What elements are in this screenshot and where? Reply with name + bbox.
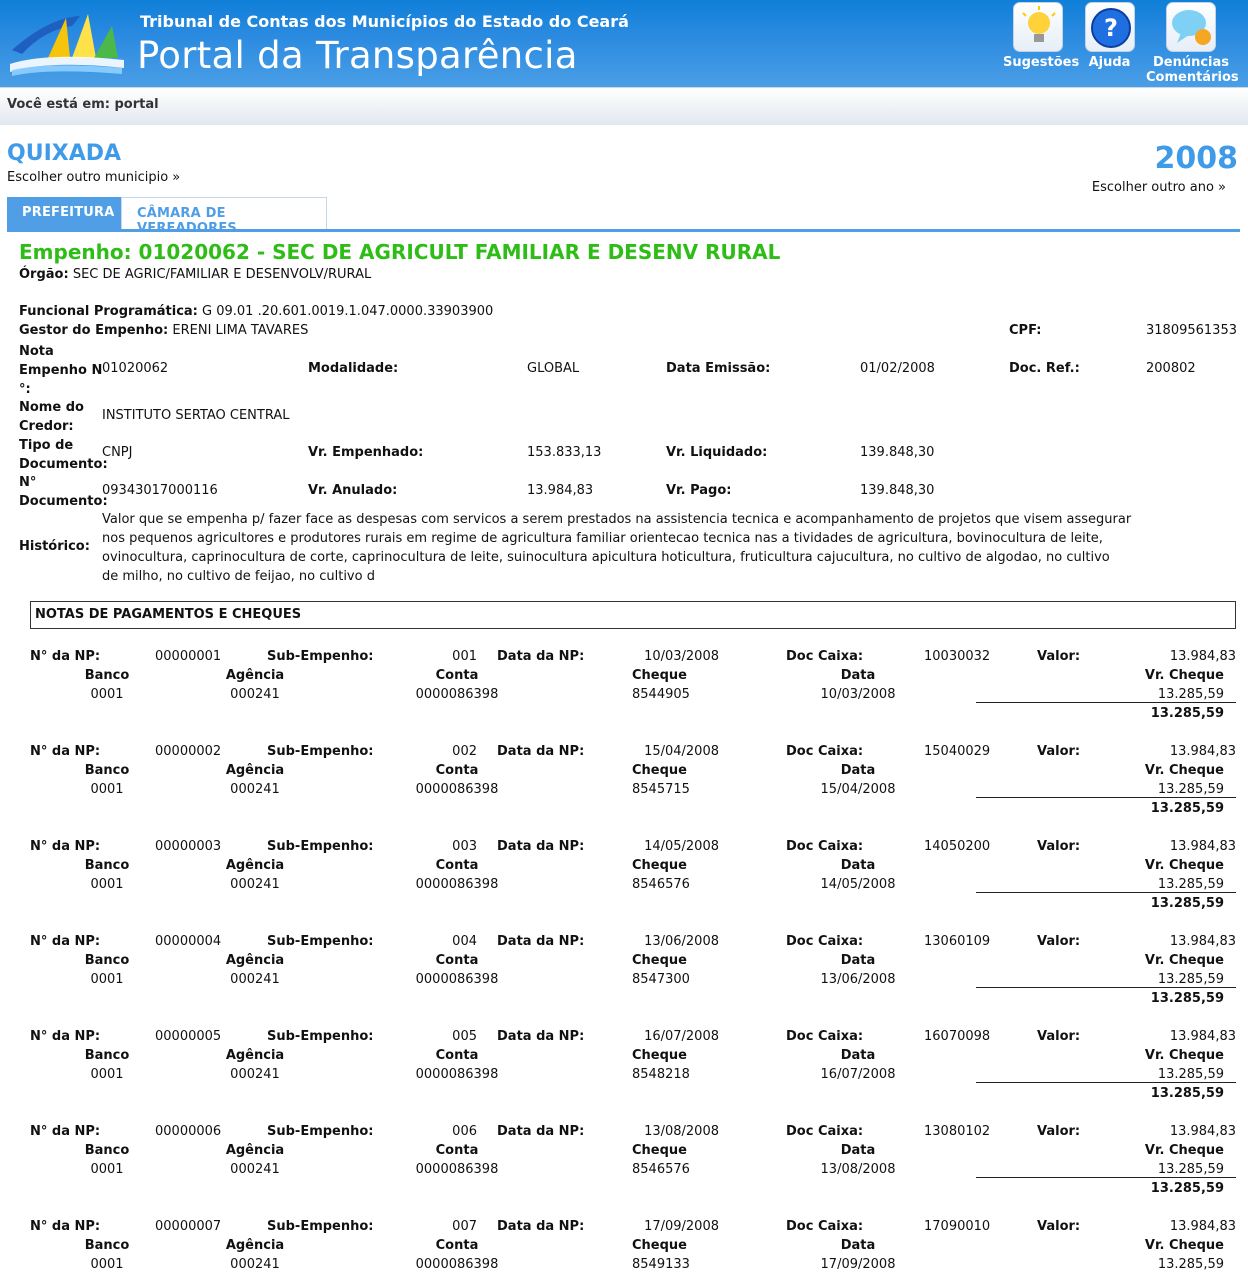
data-value: 16/07/2008 — [820, 1067, 896, 1082]
data-value: 14/05/2008 — [820, 877, 896, 892]
conta-label: Conta — [435, 1143, 479, 1158]
nota-label-line1: Nota — [19, 344, 54, 359]
np-label: N° da NP: — [30, 839, 101, 854]
header-subtitle: Tribunal de Contas dos Municípios do Estado do Ceará — [140, 12, 629, 31]
historico-line: Valor que se empenha p/ fazer face as despesas com servicos a serem prestados na assistencia tecnica e acompanhamento de projetos que visem assegurar — [102, 512, 1132, 527]
banco-label: Banco — [84, 1048, 130, 1063]
choose-municipio-link[interactable]: Escolher outro municipio » — [7, 170, 181, 185]
banco-value: 0001 — [90, 782, 124, 797]
conta-label: Conta — [435, 1048, 479, 1063]
cheque-label: Cheque — [632, 858, 687, 873]
total-value: 13.285,59 — [1150, 801, 1224, 816]
total-divider — [976, 797, 1236, 798]
valor-label: Valor: — [1037, 839, 1081, 854]
banco-value: 0001 — [90, 1067, 124, 1082]
vr-cheque-value: 13.285,59 — [1157, 972, 1224, 987]
cheque-label: Cheque — [632, 1048, 687, 1063]
np-number: 00000002 — [155, 744, 222, 759]
historico-label: Histórico: — [19, 539, 90, 554]
np-number: 00000004 — [155, 934, 222, 949]
n-doc-label-line1: N° — [19, 475, 37, 490]
data-label: Data — [840, 1238, 876, 1253]
tab-prefeitura[interactable]: PREFEITURA — [7, 197, 121, 229]
breadcrumb: Você está em: portal — [0, 88, 1248, 125]
total-divider — [976, 892, 1236, 893]
modalidade-label: Modalidade: — [308, 361, 399, 376]
data-label: Data — [840, 1048, 876, 1063]
np-label: N° da NP: — [30, 934, 101, 949]
np-label: N° da NP: — [30, 744, 101, 759]
n-documento-value: 09343017000116 — [102, 483, 218, 498]
vr-cheque-value: 13.285,59 — [1157, 687, 1224, 702]
total-divider — [976, 1082, 1236, 1083]
doc-caixa-label: Doc Caixa: — [786, 934, 864, 949]
data-np-value: 16/07/2008 — [644, 1029, 719, 1044]
historico-text — [102, 510, 1152, 586]
nota-pagamento-block — [0, 1219, 1248, 1277]
sub-empenho-label: Sub-Empenho: — [267, 839, 374, 854]
data-label: Data — [840, 858, 876, 873]
data-np-label: Data da NP: — [497, 1219, 585, 1234]
data-np-label: Data da NP: — [497, 1029, 585, 1044]
agencia-value: 000241 — [230, 1162, 280, 1177]
sugestoes-label: Sugestões — [1003, 55, 1080, 70]
cheque-label: Cheque — [632, 953, 687, 968]
vr-cheque-label: Vr. Cheque — [1144, 858, 1224, 873]
doc-caixa-value: 10030032 — [924, 649, 991, 664]
choose-year-link[interactable]: Escolher outro ano » — [1091, 180, 1226, 195]
sub-empenho-label: Sub-Empenho: — [267, 649, 374, 664]
sub-empenho-value: 007 — [452, 1219, 477, 1234]
doc-caixa-value: 17090010 — [924, 1219, 991, 1234]
cpf-value: 31809561353 — [1146, 323, 1237, 338]
vr-cheque-label: Vr. Cheque — [1144, 668, 1224, 683]
data-value: 13/06/2008 — [820, 972, 896, 987]
n-doc-label-line2: Documento: — [19, 494, 108, 509]
doc-caixa-label: Doc Caixa: — [786, 1029, 864, 1044]
banco-label: Banco — [84, 763, 130, 778]
sub-empenho-label: Sub-Empenho: — [267, 1124, 374, 1139]
np-number: 00000005 — [155, 1029, 222, 1044]
doc-caixa-value: 13060109 — [924, 934, 991, 949]
banco-label: Banco — [84, 953, 130, 968]
banco-value: 0001 — [90, 877, 124, 892]
sub-empenho-value: 004 — [452, 934, 477, 949]
comentarios-label: Comentários — [1146, 70, 1239, 85]
gestor-label: Gestor do Empenho: — [19, 323, 169, 338]
credor-label-line2: Credor: — [19, 419, 74, 434]
np-label: N° da NP: — [30, 1029, 101, 1044]
svg-text:?: ? — [1103, 14, 1118, 42]
agencia-value: 000241 — [230, 1257, 280, 1272]
data-label: Data — [840, 953, 876, 968]
doc-caixa-label: Doc Caixa: — [786, 649, 864, 664]
vr-cheque-label: Vr. Cheque — [1144, 1143, 1224, 1158]
total-value: 13.285,59 — [1150, 1181, 1224, 1196]
speech-bubble-icon — [1166, 2, 1216, 52]
vr-cheque-label: Vr. Cheque — [1144, 1238, 1224, 1253]
denuncias-comentarios-button[interactable] — [1146, 2, 1239, 85]
np-number: 00000001 — [155, 649, 222, 664]
doc-caixa-label: Doc Caixa: — [786, 839, 864, 854]
data-np-value: 14/05/2008 — [644, 839, 719, 854]
np-number: 00000006 — [155, 1124, 222, 1139]
total-value: 13.285,59 — [1150, 706, 1224, 721]
np-label: N° da NP: — [30, 1124, 101, 1139]
modalidade-value: GLOBAL — [527, 361, 580, 376]
help-icon — [1085, 2, 1135, 52]
banco-label: Banco — [84, 668, 130, 683]
agencia-value: 000241 — [230, 687, 280, 702]
cheque-label: Cheque — [632, 1238, 687, 1253]
conta-label: Conta — [435, 953, 479, 968]
nota-pagamento-block — [0, 649, 1248, 744]
data-np-label: Data da NP: — [497, 744, 585, 759]
sub-empenho-label: Sub-Empenho: — [267, 934, 374, 949]
nota-pagamento-block — [0, 839, 1248, 934]
doc-caixa-label: Doc Caixa: — [786, 744, 864, 759]
banco-value: 0001 — [90, 1257, 124, 1272]
sub-empenho-value: 005 — [452, 1029, 477, 1044]
agencia-label: Agência — [225, 858, 285, 873]
sub-empenho-label: Sub-Empenho: — [267, 1029, 374, 1044]
nota-label-line3: °: — [19, 382, 31, 397]
agencia-label: Agência — [225, 1048, 285, 1063]
tcm-logo[interactable] — [8, 8, 126, 78]
agencia-value: 000241 — [230, 877, 280, 892]
sub-empenho-value: 002 — [452, 744, 477, 759]
cheque-value: 8549133 — [632, 1257, 690, 1272]
np-number: 00000007 — [155, 1219, 222, 1234]
nota-pagamento-block — [0, 744, 1248, 839]
agencia-label: Agência — [225, 668, 285, 683]
conta-value: 0000086398 — [415, 687, 499, 702]
cheque-label: Cheque — [632, 763, 687, 778]
lightbulb-icon — [1013, 2, 1063, 52]
cheque-value: 8547300 — [632, 972, 690, 987]
doc-ref-value: 200802 — [1146, 361, 1196, 376]
vr-anulado-label: Vr. Anulado: — [308, 483, 398, 498]
valor-label: Valor: — [1037, 649, 1081, 664]
doc-caixa-label: Doc Caixa: — [786, 1219, 864, 1234]
credor-value: INSTITUTO SERTAO CENTRAL — [102, 408, 290, 423]
entity-tabs — [7, 197, 1240, 236]
data-np-label: Data da NP: — [497, 934, 585, 949]
vr-cheque-value: 13.285,59 — [1157, 1162, 1224, 1177]
historico-line: nos pequenos agricultores e produtores rurais em regime de agricultura familiar orientecao tecnica nas a tividades de agricultura, bovinocultura de leite, — [102, 531, 1103, 546]
tipo-doc-label-line1: Tipo de — [19, 438, 74, 453]
data-emissao-label: Data Emissão: — [666, 361, 771, 376]
np-number: 00000003 — [155, 839, 222, 854]
data-np-value: 15/04/2008 — [644, 744, 719, 759]
banco-label: Banco — [84, 1143, 130, 1158]
cpf-label: CPF: — [1009, 323, 1042, 338]
tab-camara-vereadores[interactable]: CÂMARA DE VEREADORES — [121, 197, 327, 229]
gestor-row — [19, 323, 308, 338]
vr-cheque-value: 13.285,59 — [1157, 877, 1224, 892]
valor-value: 13.984,83 — [1169, 1124, 1236, 1139]
vr-pago-value: 139.848,30 — [860, 483, 935, 498]
vr-liquidado-label: Vr. Liquidado: — [666, 445, 768, 460]
tipo-documento-value: CNPJ — [102, 445, 133, 460]
conta-label: Conta — [435, 668, 479, 683]
doc-caixa-value: 14050200 — [924, 839, 991, 854]
nota-pagamento-block — [0, 934, 1248, 1029]
sub-empenho-value: 001 — [452, 649, 477, 664]
notas-section-title: NOTAS DE PAGAMENTOS E CHEQUES — [30, 601, 1236, 629]
data-label: Data — [840, 668, 876, 683]
np-label: N° da NP: — [30, 1219, 101, 1234]
cheque-label: Cheque — [632, 1143, 687, 1158]
total-value: 13.285,59 — [1150, 896, 1224, 911]
cheque-value: 8544905 — [632, 687, 690, 702]
sub-empenho-label: Sub-Empenho: — [267, 744, 374, 759]
funcional-row — [19, 304, 493, 319]
vr-anulado-value: 13.984,83 — [527, 483, 594, 498]
funcional-value: G 09.01 .20.601.0019.1.047.0000.33903900 — [202, 304, 494, 319]
np-label: N° da NP: — [30, 649, 101, 664]
total-value: 13.285,59 — [1150, 991, 1224, 1006]
orgao-row — [19, 267, 371, 282]
conta-value: 0000086398 — [415, 1257, 499, 1272]
data-value: 10/03/2008 — [820, 687, 896, 702]
valor-value: 13.984,83 — [1169, 744, 1236, 759]
cheque-value: 8546576 — [632, 877, 690, 892]
nota-pagamento-block — [0, 1124, 1248, 1219]
valor-value: 13.984,83 — [1169, 1219, 1236, 1234]
data-np-value: 13/06/2008 — [644, 934, 719, 949]
valor-label: Valor: — [1037, 934, 1081, 949]
nota-pagamento-block — [0, 1029, 1248, 1124]
sub-empenho-label: Sub-Empenho: — [267, 1219, 374, 1234]
sugestoes-button[interactable] — [1003, 2, 1080, 70]
total-value: 13.285,59 — [1150, 1086, 1224, 1101]
orgao-label: Órgão: — [19, 267, 69, 282]
cheque-value: 8548218 — [632, 1067, 690, 1082]
banco-value: 0001 — [90, 687, 124, 702]
data-emissao-value: 01/02/2008 — [860, 361, 935, 376]
valor-label: Valor: — [1037, 1219, 1081, 1234]
vr-cheque-value: 13.285,59 — [1157, 1067, 1224, 1082]
municipio-name: QUIXADA — [7, 141, 122, 166]
vr-cheque-value: 13.285,59 — [1157, 782, 1224, 797]
vr-cheque-label: Vr. Cheque — [1144, 953, 1224, 968]
conta-value: 0000086398 — [415, 782, 499, 797]
total-divider — [976, 1177, 1236, 1178]
valor-value: 13.984,83 — [1169, 934, 1236, 949]
doc-caixa-label: Doc Caixa: — [786, 1124, 864, 1139]
n-documento-label — [19, 473, 108, 511]
conta-value: 0000086398 — [415, 1067, 499, 1082]
ajuda-button[interactable] — [1082, 2, 1137, 70]
vr-empenhado-value: 153.833,13 — [527, 445, 602, 460]
agencia-value: 000241 — [230, 782, 280, 797]
conta-value: 0000086398 — [415, 972, 499, 987]
agencia-value: 000241 — [230, 972, 280, 987]
historico-line: ovinocultura, caprinocultura de corte, caprinocultura de leite, suinocultura apicultura hoticultura, fruticultura cajucultura, no cultivo de algodao, no cultivo — [102, 550, 1110, 565]
conta-value: 0000086398 — [415, 1162, 499, 1177]
doc-ref-label: Doc. Ref.: — [1009, 361, 1080, 376]
data-label: Data — [840, 763, 876, 778]
funcional-label: Funcional Programática: — [19, 304, 198, 319]
data-np-value: 17/09/2008 — [644, 1219, 719, 1234]
credor-label — [19, 398, 84, 436]
vr-cheque-label: Vr. Cheque — [1144, 763, 1224, 778]
sub-empenho-value: 003 — [452, 839, 477, 854]
nota-empenho-label — [19, 342, 102, 399]
data-np-value: 13/08/2008 — [644, 1124, 719, 1139]
conta-label: Conta — [435, 1238, 479, 1253]
vr-pago-label: Vr. Pago: — [666, 483, 732, 498]
valor-label: Valor: — [1037, 1029, 1081, 1044]
banco-label: Banco — [84, 858, 130, 873]
agencia-label: Agência — [225, 763, 285, 778]
total-divider — [976, 702, 1236, 703]
cheque-value: 8546576 — [632, 1162, 690, 1177]
header-title: Portal da Transparência — [137, 34, 578, 77]
valor-value: 13.984,83 — [1169, 839, 1236, 854]
total-divider — [976, 987, 1236, 988]
data-value: 17/09/2008 — [820, 1257, 896, 1272]
orgao-value: SEC DE AGRIC/FAMILIAR E DESENVOLV/RURAL — [72, 267, 372, 282]
vr-liquidado-value: 139.848,30 — [860, 445, 935, 460]
cheque-label: Cheque — [632, 668, 687, 683]
data-np-label: Data da NP: — [497, 649, 585, 664]
conta-label: Conta — [435, 858, 479, 873]
vr-cheque-value: 13.285,59 — [1157, 1257, 1224, 1272]
valor-label: Valor: — [1037, 744, 1081, 759]
nota-label-line2: Empenho N — [19, 363, 103, 378]
conta-label: Conta — [435, 763, 479, 778]
site-header — [0, 0, 1248, 88]
conta-value: 0000086398 — [415, 877, 499, 892]
vr-empenhado-label: Vr. Empenhado: — [308, 445, 424, 460]
empenho-title: Empenho: 01020062 - SEC DE AGRICULT FAMILIAR E DESENV RURAL — [19, 240, 781, 264]
doc-caixa-value: 15040029 — [924, 744, 991, 759]
credor-label-line1: Nome do — [19, 400, 84, 415]
denuncias-label: Denúncias — [1152, 55, 1230, 70]
agencia-label: Agência — [225, 1238, 285, 1253]
data-np-label: Data da NP: — [497, 1124, 585, 1139]
valor-value: 13.984,83 — [1169, 1029, 1236, 1044]
agencia-label: Agência — [225, 953, 285, 968]
gestor-value: ERENI LIMA TAVARES — [172, 323, 309, 338]
historico-line: de milho, no cultivo de feijao, no cultivo d — [102, 569, 375, 584]
agencia-value: 000241 — [230, 1067, 280, 1082]
agencia-label: Agência — [225, 1143, 285, 1158]
valor-value: 13.984,83 — [1169, 649, 1236, 664]
data-np-value: 10/03/2008 — [644, 649, 719, 664]
data-value: 15/04/2008 — [820, 782, 896, 797]
ajuda-label: Ajuda — [1088, 55, 1131, 70]
year-display: 2008 — [1154, 141, 1238, 176]
tipo-documento-label — [19, 436, 108, 474]
doc-caixa-value: 13080102 — [924, 1124, 991, 1139]
nota-empenho-value: 01020062 — [102, 361, 169, 376]
data-value: 13/08/2008 — [820, 1162, 896, 1177]
valor-label: Valor: — [1037, 1124, 1081, 1139]
data-np-label: Data da NP: — [497, 839, 585, 854]
sub-empenho-value: 006 — [452, 1124, 477, 1139]
banco-label: Banco — [84, 1238, 130, 1253]
cheque-value: 8545715 — [632, 782, 690, 797]
data-label: Data — [840, 1143, 876, 1158]
vr-cheque-label: Vr. Cheque — [1144, 1048, 1224, 1063]
tipo-doc-label-line2: Documento: — [19, 457, 108, 472]
banco-value: 0001 — [90, 1162, 124, 1177]
doc-caixa-value: 16070098 — [924, 1029, 991, 1044]
banco-value: 0001 — [90, 972, 124, 987]
